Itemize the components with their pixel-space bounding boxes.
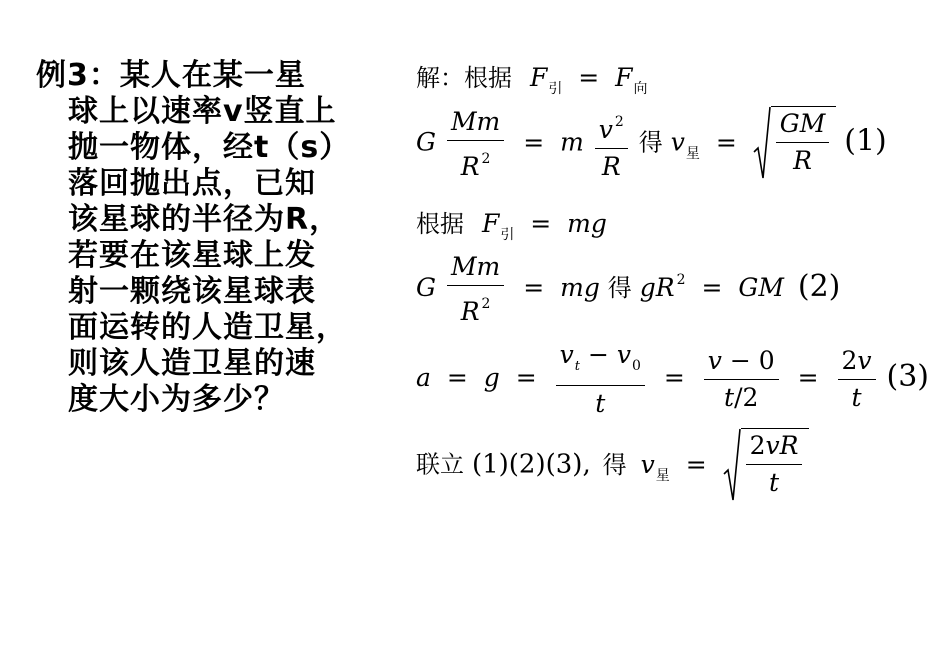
problem-line: 则该人造卫星的速 [68, 346, 316, 381]
solution-step-3: 根据 $F_引$ = mg [416, 209, 607, 243]
solution-step-5: a = g = $\frac{v_t - v_0}{t}$ = $\frac{v - 0}{t/2}$ = $\frac{2v}{t}$ (3) [416, 340, 929, 418]
problem-line: 例3：某人在某一星 [36, 58, 306, 93]
problem-line: 抛一物体，经t（s） [68, 130, 351, 165]
subscript: 星 [685, 145, 700, 162]
solution-label: 根据 [416, 210, 464, 238]
fraction: $\frac{2v}{t}$ [838, 346, 876, 413]
equation-number: (2) [797, 269, 841, 304]
de-label: 得 [607, 274, 632, 302]
problem-line: 面运转的人造卫星， [68, 310, 347, 345]
problem-line: 度大小为多少？ [68, 382, 285, 417]
de-label: 得 [602, 450, 627, 479]
fraction: $\frac{v - 0}{t/2}$ [704, 346, 779, 413]
subscript: 星 [655, 467, 670, 484]
problem-line: 射一颗绕该星球表 [68, 274, 316, 309]
problem-line: 该星球的半径为R， [68, 202, 341, 237]
equation-number: (3) [886, 359, 929, 394]
problem-line: 若要在该星球上发 [68, 238, 316, 273]
de-label: 得 [638, 128, 663, 157]
fraction: $\frac{Mm}{R ^2}$ [447, 107, 504, 182]
fraction: $\frac{v_t - v_0}{t}$ [556, 340, 645, 419]
problem-line: 落回抛出点，已知 [68, 166, 316, 201]
solution-label: 联立 [416, 450, 464, 479]
subscript: 向 [633, 81, 648, 97]
sqrt: $\frac{2vR}{t}$ [723, 428, 810, 504]
solution-label: 解：根据 [416, 64, 512, 92]
sqrt: $\frac{GM}{R}$ [753, 106, 837, 182]
problem-statement [36, 58, 408, 418]
solution-step-2: G $\frac{Mm}{R ^2}$ = m $\frac{v ^2}{R}$ 得 $v_星$ = $\frac{GM}{R}$ (1) [416, 106, 887, 181]
subscript: 引 [548, 81, 563, 97]
solution-step-6: 联立 (1)(2)(3), 得 $v_星$ = $\frac{2vR}{t}$ [416, 428, 809, 504]
fraction: $\frac{v ^2}{R}$ [595, 107, 628, 182]
subscript: 引 [500, 227, 515, 243]
equation-number: (1) [844, 123, 887, 159]
solution-step-1: 解：根据 $F_引 = F_向$ [416, 63, 648, 97]
equation-refs: (1)(2)(3), [471, 449, 591, 480]
problem-line: 球上以速率v竖直上 [68, 94, 337, 129]
solution-step-4: G $\frac{Mm}{R ^2}$ = mg 得 gR $^2$ = GM (2) [416, 252, 841, 326]
fraction: $\frac{Mm}{R ^2}$ [447, 252, 504, 327]
